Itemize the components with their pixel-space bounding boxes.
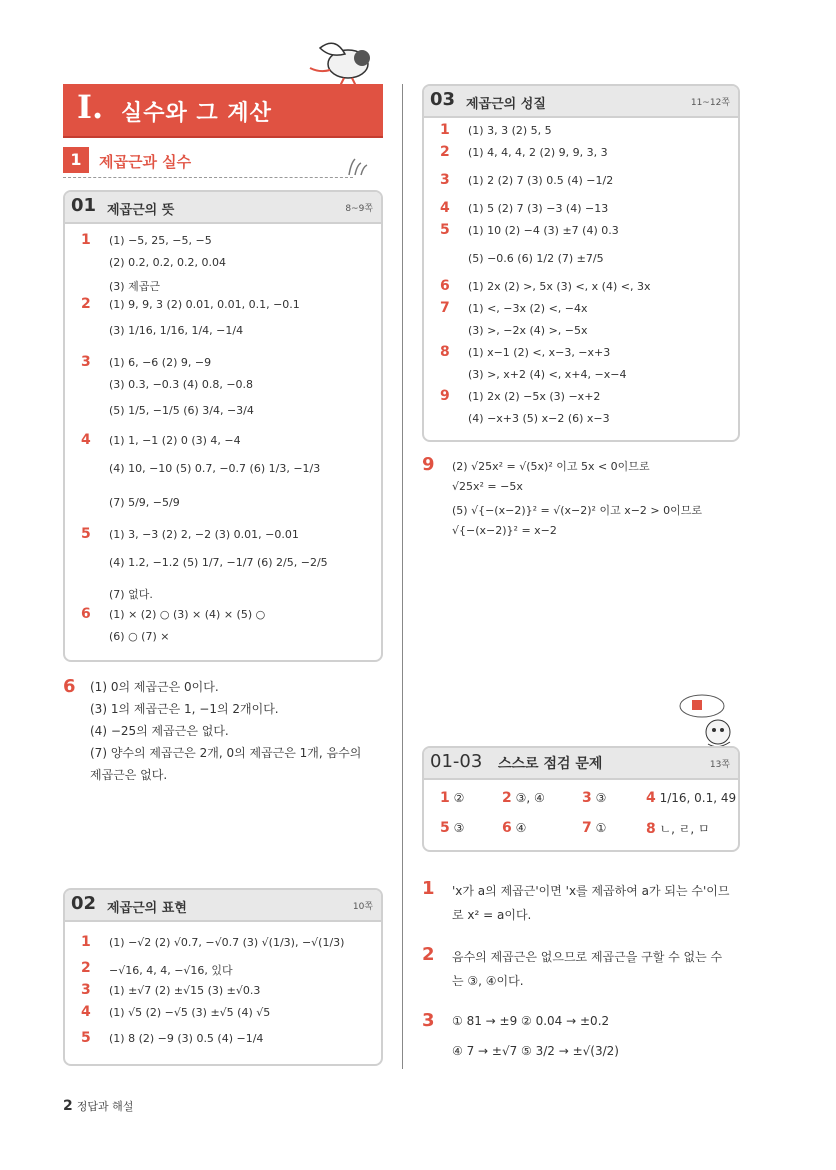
answer-line: (3) >, −2x (4) >, −5x <box>468 324 588 337</box>
chapter-title: 실수와 그 계산 <box>121 101 272 126</box>
question-number: 3 <box>81 982 91 998</box>
box-pages: 11~12쪽 <box>690 98 730 108</box>
self-check-answer <box>646 820 710 837</box>
answer-line: (3) 1/16, 1/16, 1/4, −1/4 <box>109 324 244 337</box>
answer-value: ③ <box>595 791 607 805</box>
footer-label: 정답과 해설 <box>76 1100 134 1113</box>
answer-line: (4) 10, −10 (5) 0.7, −0.7 (6) 1/3, −1/3 <box>109 462 321 475</box>
question-number: 8 <box>440 344 450 360</box>
answer-line: (1) 1, −1 (2) 0 (3) 4, −4 <box>109 434 241 447</box>
answer-line: (1) <, −3x (2) <, −4x <box>468 302 588 315</box>
chapter-banner <box>63 84 383 136</box>
question-number: 6 <box>81 606 91 622</box>
answer-line: (1) 8 (2) −9 (3) 0.5 (4) −1/4 <box>109 1032 264 1045</box>
answer-line: (1) 10 (2) −4 (3) ±7 (4) 0.3 <box>468 224 619 237</box>
note-line: 제곱근은 없다. <box>90 768 168 782</box>
answer-line: (1) −5, 25, −5, −5 <box>109 234 212 247</box>
question-number: 2 <box>81 960 91 976</box>
answer-line: (1) −√2 (2) √0.7, −√0.7 (3) √(1/3), −√(1/3) <box>109 936 345 949</box>
question-number: 4 <box>81 1004 91 1020</box>
answer-number: 4 <box>646 790 656 806</box>
note-line: (5) √{−(x−2)}² = √(x−2)² 이고 x−2 > 0이므로 <box>452 504 703 517</box>
note-number: 9 <box>422 454 435 475</box>
box-pages: 13쪽 <box>709 760 730 770</box>
question-number: 2 <box>81 296 91 312</box>
box-title: 제곱근의 성질 <box>466 97 546 112</box>
self-check-answer <box>502 820 526 836</box>
page-footer <box>63 1098 133 1114</box>
explain-number: 3 <box>422 1010 435 1031</box>
answer-line: (1) 2x (2) −5x (3) −x+2 <box>468 390 601 403</box>
answer-number: 2 <box>502 790 512 806</box>
explain-line: 음수의 제곱근은 없으므로 제곱근을 구할 수 없는 수 <box>452 950 723 964</box>
self-check-answer <box>502 790 545 806</box>
explain-number: 2 <box>422 944 435 965</box>
answer-line: (1) ±√7 (2) ±√15 (3) ±√0.3 <box>109 984 261 997</box>
self-check-answer <box>582 790 606 806</box>
answer-value: ③, ④ <box>515 791 545 805</box>
answer-line: (1) x−1 (2) <, x−3, −x+3 <box>468 346 611 359</box>
box-number: 03 <box>430 89 456 110</box>
answer-number: 6 <box>502 820 512 836</box>
explain-line: 로 x² = a이다. <box>452 908 532 922</box>
answer-value: ㄴ, ㄹ, ㅁ <box>659 822 710 836</box>
box-header <box>65 192 381 224</box>
explain-line: 는 ③, ④이다. <box>452 974 524 988</box>
answer-line: (1) 3, 3 (2) 5, 5 <box>468 124 552 137</box>
note-line: √25x² = −5x <box>452 480 523 493</box>
question-number: 6 <box>440 278 450 294</box>
box-title: 스스로 점검 문제 <box>498 756 603 772</box>
question-number: 4 <box>81 432 91 448</box>
answer-line: (1) × (2) ○ (3) × (4) × (5) ○ <box>109 608 266 621</box>
answer-value: ② <box>453 791 465 805</box>
answer-line: (1) 9, 9, 3 (2) 0.01, 0.01, 0.1, −0.1 <box>109 298 300 311</box>
explain-line: ① 81 → ±9 ② 0.04 → ±0.2 <box>452 1014 610 1028</box>
question-number: 7 <box>440 300 450 316</box>
box-title: 제곱근의 뜻 <box>107 203 175 218</box>
answer-value: ① <box>595 821 607 835</box>
grass-icon <box>345 155 369 177</box>
answer-line: (2) 0.2, 0.2, 0.2, 0.04 <box>109 256 227 269</box>
box-number: 01 <box>71 195 97 216</box>
box-header <box>65 890 381 922</box>
question-number: 1 <box>81 934 91 950</box>
answer-value: ④ <box>515 821 527 835</box>
answer-line: (1) 6, −6 (2) 9, −9 <box>109 356 212 369</box>
box-title: 제곱근의 표현 <box>107 901 187 916</box>
answer-line: (5) −0.6 (6) 1/2 (7) ±7/5 <box>468 252 604 265</box>
question-number: 3 <box>81 354 91 370</box>
answer-box-03 <box>422 84 740 442</box>
answer-line: (3) 제곱근 <box>109 280 160 293</box>
column-divider <box>402 84 403 1069</box>
answer-box-01 <box>63 190 383 662</box>
answer-line: (6) ○ (7) × <box>109 630 170 643</box>
section-title: 제곱근과 실수 <box>99 153 192 171</box>
answer-line: (1) 3, −3 (2) 2, −2 (3) 0.01, −0.01 <box>109 528 299 541</box>
note-line: (7) 양수의 제곱근은 2개, 0의 제곱근은 1개, 음수의 <box>90 746 362 760</box>
note-line: (4) −25의 제곱근은 없다. <box>90 724 229 738</box>
note-line: (1) 0의 제곱근은 0이다. <box>90 680 219 694</box>
question-number: 2 <box>440 144 450 160</box>
answer-number: 7 <box>582 820 592 836</box>
answer-line: (4) 1.2, −1.2 (5) 1/7, −1/7 (6) 2/5, −2/5 <box>109 556 328 569</box>
self-check-answer <box>440 820 464 836</box>
answer-line: (3) 0.3, −0.3 (4) 0.8, −0.8 <box>109 378 254 391</box>
question-number: 5 <box>81 1030 91 1046</box>
answer-line: (1) 2 (2) 7 (3) 0.5 (4) −1/2 <box>468 174 614 187</box>
note-line: √{−(x−2)}² = x−2 <box>452 524 557 537</box>
answer-line: (4) −x+3 (5) x−2 (6) x−3 <box>468 412 610 425</box>
answer-value: 1/16, 0.1, 49 <box>659 791 737 805</box>
answer-line: (1) √5 (2) −√5 (3) ±√5 (4) √5 <box>109 1006 271 1019</box>
answer-line: −√16, 4, 4, −√16, 있다 <box>109 964 233 977</box>
chapter-roman: Ⅰ. <box>77 88 104 126</box>
answer-number: 5 <box>440 820 450 836</box>
bird-illustration <box>300 28 385 90</box>
question-number: 5 <box>81 526 91 542</box>
explain-line: 'x가 a의 제곱근'이면 'x를 제곱하여 a가 되는 수'이므 <box>452 884 730 898</box>
answer-number: 3 <box>582 790 592 806</box>
section-number: 1 <box>63 147 89 173</box>
answer-line: (7) 5/9, −5/9 <box>109 496 180 509</box>
explain-number: 1 <box>422 878 435 899</box>
question-number: 4 <box>440 200 450 216</box>
box-pages: 10쪽 <box>352 902 373 912</box>
self-check-answer <box>582 820 606 836</box>
question-number: 1 <box>440 122 450 138</box>
answer-box-02 <box>63 888 383 1066</box>
box-pages: 8~9쪽 <box>345 204 373 214</box>
note-number: 6 <box>63 676 76 697</box>
question-number: 9 <box>440 388 450 404</box>
box-header <box>424 86 738 118</box>
section-header <box>63 147 353 178</box>
answer-line: (1) 5 (2) 7 (3) −3 (4) −13 <box>468 202 609 215</box>
box-header <box>424 748 738 780</box>
answer-number: 1 <box>440 790 450 806</box>
explain-line: ④ 7 → ±√7 ⑤ 3/2 → ±√(3/2) <box>452 1044 619 1058</box>
box-number: 02 <box>71 893 97 914</box>
answer-line: (1) 4, 4, 4, 2 (2) 9, 9, 3, 3 <box>468 146 608 159</box>
box-number: 01-03 <box>430 751 483 772</box>
answer-line: (3) >, x+2 (4) <, x+4, −x−4 <box>468 368 627 381</box>
self-check-answer <box>440 790 464 806</box>
self-check-answer <box>646 790 736 806</box>
answer-value: ③ <box>453 821 465 835</box>
answer-line: (7) 없다. <box>109 588 153 601</box>
question-number: 1 <box>81 232 91 248</box>
self-check-box <box>422 746 740 852</box>
character-illustration <box>672 692 742 750</box>
question-number: 3 <box>440 172 450 188</box>
answer-number: 8 <box>646 821 656 837</box>
page-number: 2 <box>63 1098 73 1114</box>
question-number: 5 <box>440 222 450 238</box>
note-line: (3) 1의 제곱근은 1, −1의 2개이다. <box>90 702 279 716</box>
note-line: (2) √25x² = √(5x)² 이고 5x < 0이므로 <box>452 460 650 473</box>
answer-line: (5) 1/5, −1/5 (6) 3/4, −3/4 <box>109 404 254 417</box>
answer-line: (1) 2x (2) >, 5x (3) <, x (4) <, 3x <box>468 280 651 293</box>
